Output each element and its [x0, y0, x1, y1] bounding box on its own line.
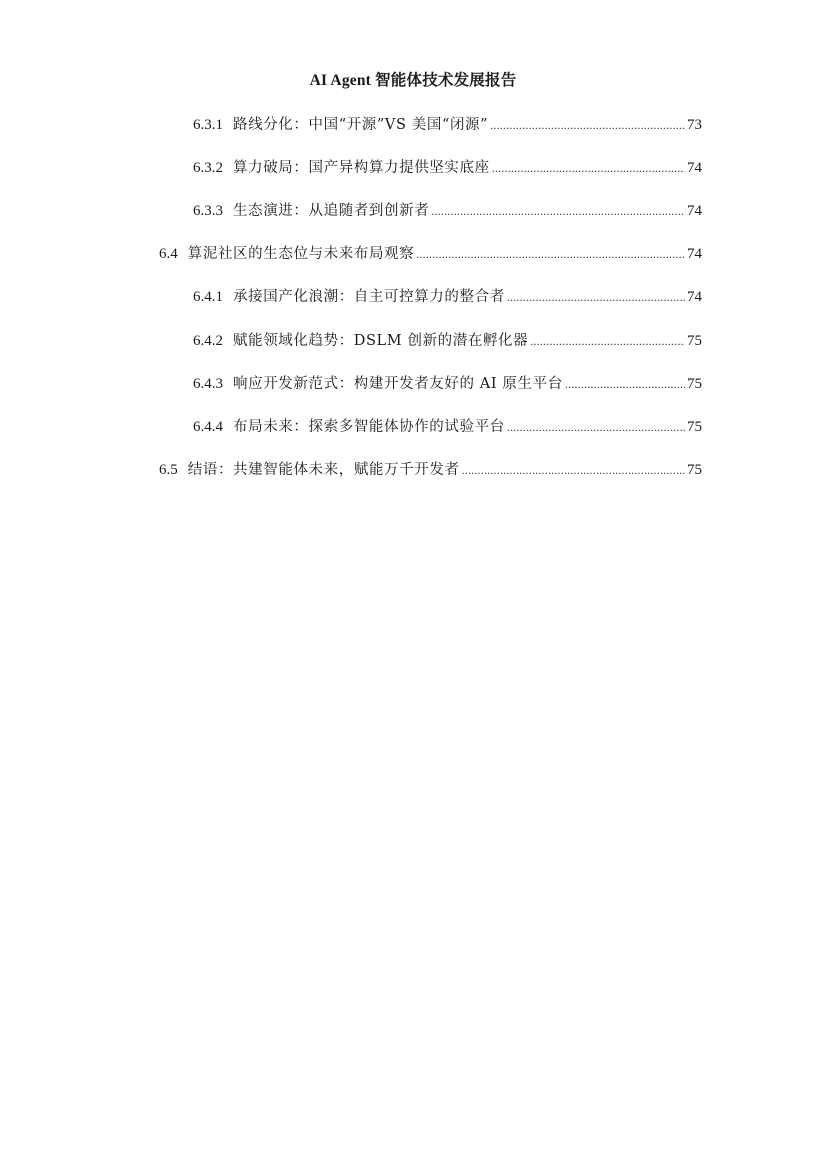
toc-entry-6-3-3[interactable]	[193, 199, 702, 223]
toc-page-number: 75	[687, 376, 702, 392]
toc-title: 算力破局：国产异构算力提供坚实底座	[233, 160, 490, 176]
toc-number: 6.4.1	[193, 289, 223, 305]
toc-entry-6-4-4[interactable]	[193, 415, 702, 439]
page-header-title: AI Agent 智能体技术发展报告	[309, 72, 517, 89]
toc-dot-leader	[490, 118, 685, 133]
toc-title: 算泥社区的生态位与未来布局观察	[187, 246, 415, 262]
toc-number: 6.4.3	[193, 376, 223, 392]
toc-entry-6-5[interactable]	[159, 458, 702, 482]
toc-page-number: 74	[687, 246, 702, 262]
toc-page-number: 74	[687, 203, 702, 219]
toc-number: 6.5	[159, 462, 178, 478]
toc-number: 6.3.2	[193, 160, 223, 176]
toc-title: 生态演进：从追随者到创新者	[233, 203, 430, 219]
toc-title: 赋能领域化趋势：DSLM 创新的潜在孵化器	[233, 333, 529, 349]
toc-dot-leader	[507, 290, 685, 305]
toc-number: 6.4.4	[193, 419, 223, 435]
toc-number: 6.4.2	[193, 333, 223, 349]
toc-entry-6-3-2[interactable]	[193, 156, 702, 180]
toc-number: 6.3.3	[193, 203, 223, 219]
toc-entry-6-4-1[interactable]	[193, 285, 702, 309]
toc-title: 承接国产化浪潮：自主可控算力的整合者	[233, 289, 505, 305]
toc-dot-leader	[416, 247, 685, 262]
toc-dot-leader	[507, 420, 685, 435]
toc-dot-leader	[530, 334, 685, 349]
toc-page-number: 73	[687, 117, 702, 133]
toc-page-number: 75	[687, 462, 702, 478]
toc-entry-6-3-1[interactable]	[193, 113, 702, 137]
toc-dot-leader	[462, 463, 685, 478]
toc-title: 结语：共建智能体未来，赋能万千开发者	[187, 462, 460, 478]
toc-dot-leader	[565, 377, 685, 392]
toc-entry-6-4[interactable]	[159, 242, 702, 266]
toc-number: 6.3.1	[193, 117, 223, 133]
toc-dot-leader	[431, 204, 685, 219]
toc-title: 布局未来：探索多智能体协作的试验平台	[233, 419, 505, 435]
toc-number: 6.4	[159, 246, 178, 262]
toc-title: 响应开发新范式：构建开发者友好的 AI 原生平台	[233, 376, 563, 392]
toc-entry-6-4-2[interactable]	[193, 329, 702, 353]
toc-title: 路线分化：中国“开源”VS 美国“闭源”	[233, 117, 489, 133]
toc-page-number: 75	[687, 419, 702, 435]
toc-dot-leader	[492, 161, 685, 176]
toc-page-number: 74	[687, 160, 702, 176]
toc-page-number: 75	[687, 333, 702, 349]
toc-page-number: 74	[687, 289, 702, 305]
toc-entry-6-4-3[interactable]	[193, 372, 702, 396]
